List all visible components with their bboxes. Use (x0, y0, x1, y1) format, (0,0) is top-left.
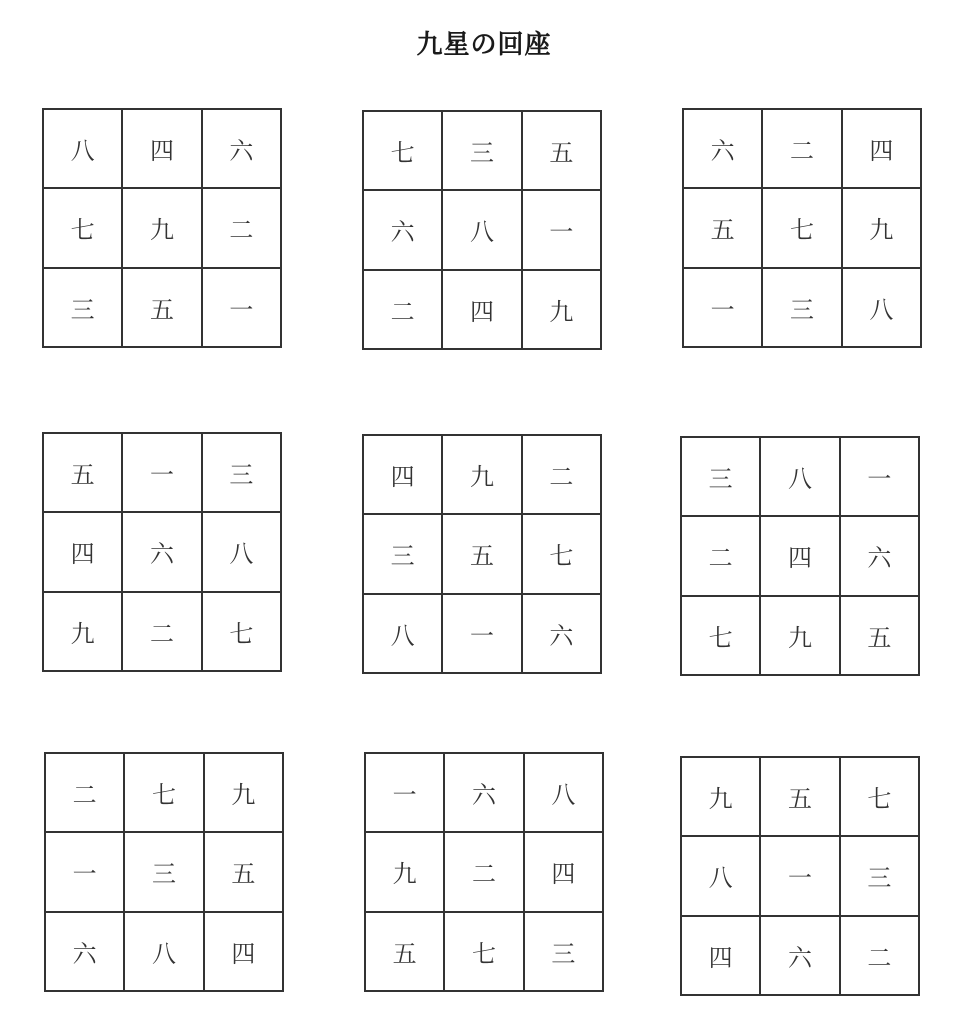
grid-cell: 七 (681, 596, 760, 675)
grid-cell: 三 (202, 433, 281, 512)
grid-cell: 二 (681, 516, 760, 595)
grid-cell: 九 (522, 270, 601, 349)
grid-cell: 四 (363, 435, 442, 514)
grid-cell: 二 (522, 435, 601, 514)
grid-cell: 七 (124, 753, 203, 832)
grid-cell: 三 (124, 832, 203, 911)
grid-cell: 二 (444, 832, 523, 911)
grid-cell: 九 (760, 596, 839, 675)
grid-cell: 九 (842, 188, 921, 267)
grid-cell: 三 (840, 836, 919, 915)
grid-cell: 六 (683, 109, 762, 188)
grid-cell: 六 (760, 916, 839, 995)
grid-cell: 五 (365, 912, 444, 991)
grid-cell: 三 (363, 514, 442, 593)
grid-cell: 八 (760, 437, 839, 516)
grid-cell: 三 (43, 268, 122, 347)
grid-cell: 四 (43, 512, 122, 591)
grid-cell: 四 (842, 109, 921, 188)
grid-cell: 七 (522, 514, 601, 593)
grid-cell: 八 (842, 268, 921, 347)
grid-cell: 六 (202, 109, 281, 188)
grid-cell: 五 (204, 832, 283, 911)
star-grid-3 (682, 108, 922, 348)
grid-cell: 八 (442, 190, 521, 269)
grid-cell: 一 (840, 437, 919, 516)
grid-cell: 三 (681, 437, 760, 516)
star-grid-9 (680, 756, 920, 996)
grid-cell: 七 (202, 592, 281, 671)
grid-cell: 五 (43, 433, 122, 512)
grid-cell: 六 (522, 594, 601, 673)
grid-cell: 一 (45, 832, 124, 911)
grid-cell: 二 (202, 188, 281, 267)
grid-cell: 八 (363, 594, 442, 673)
star-grid-8 (364, 752, 604, 992)
grid-cell: 四 (204, 912, 283, 991)
grid-cell: 四 (122, 109, 201, 188)
grid-cell: 一 (442, 594, 521, 673)
star-grid-2 (362, 110, 602, 350)
grid-cell: 九 (43, 592, 122, 671)
grid-cell: 二 (762, 109, 841, 188)
grid-cell: 五 (442, 514, 521, 593)
grid-cell: 二 (122, 592, 201, 671)
star-grid-7 (44, 752, 284, 992)
grid-cell: 一 (202, 268, 281, 347)
grid-cell: 五 (122, 268, 201, 347)
grid-cell: 一 (522, 190, 601, 269)
grid-cell: 五 (760, 757, 839, 836)
grid-cell: 三 (524, 912, 603, 991)
grid-cell: 五 (840, 596, 919, 675)
grid-cell: 四 (760, 516, 839, 595)
grid-cell: 四 (442, 270, 521, 349)
grid-cell: 七 (762, 188, 841, 267)
grid-cell: 五 (522, 111, 601, 190)
star-grid-6 (680, 436, 920, 676)
grid-cell: 六 (840, 516, 919, 595)
grid-cell: 一 (122, 433, 201, 512)
grid-cell: 六 (45, 912, 124, 991)
grid-cell: 二 (45, 753, 124, 832)
grid-cell: 一 (365, 753, 444, 832)
grid-cell: 七 (444, 912, 523, 991)
grid-cell: 五 (683, 188, 762, 267)
grid-cell: 六 (122, 512, 201, 591)
grid-cell: 九 (122, 188, 201, 267)
star-grid-5 (362, 434, 602, 674)
star-grid-1 (42, 108, 282, 348)
grid-cell: 一 (683, 268, 762, 347)
grid-cell: 九 (681, 757, 760, 836)
grid-cell: 四 (681, 916, 760, 995)
grid-cell: 三 (762, 268, 841, 347)
grid-cell: 八 (202, 512, 281, 591)
grid-cell: 六 (444, 753, 523, 832)
grid-cell: 二 (840, 916, 919, 995)
grid-cell: 八 (681, 836, 760, 915)
grid-cell: 八 (43, 109, 122, 188)
grid-cell: 七 (363, 111, 442, 190)
grid-cell: 九 (442, 435, 521, 514)
grid-cell: 二 (363, 270, 442, 349)
grid-cell: 九 (204, 753, 283, 832)
star-grid-4 (42, 432, 282, 672)
grid-cell: 七 (43, 188, 122, 267)
grid-cell: 九 (365, 832, 444, 911)
grid-cell: 一 (760, 836, 839, 915)
grid-cell: 八 (524, 753, 603, 832)
grid-cell: 四 (524, 832, 603, 911)
grid-cell: 六 (363, 190, 442, 269)
grid-cell: 三 (442, 111, 521, 190)
grid-cell: 八 (124, 912, 203, 991)
grid-cell: 七 (840, 757, 919, 836)
page-title: 九星の回座 (416, 30, 552, 60)
